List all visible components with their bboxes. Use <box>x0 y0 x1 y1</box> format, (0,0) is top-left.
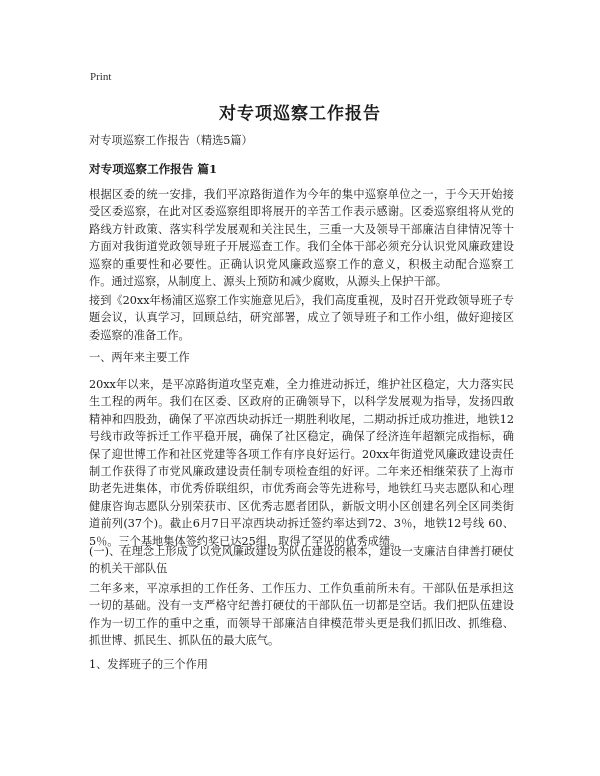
paragraph-3: 20xx年以来，是平凉路街道攻坚克难，全力推进动拆迁，维护社区稳定，大力落实民生工程的两年。我们在区委、区政府的正确领导下，以科学发展观为指导，发扬四敢精神和四股劲，确保了平凉西块动拆迁一期胜利收尾，二期动拆迁成功推进，地铁12号线市政等拆迁工作平稳开展，确保了社区稳定，确保了经济连年超额完成指标，确保了迎世博工作和社区党建等各项工作有序良好运行。20xx年街道党风廉政建设责任制工作获得了市党风廉政建设责任制专项检查组的好评。二年来还相继荣获了上海市助老先进集体，市优秀侨联组织，市优秀商会等先进称号，地铁红马夹志愿队和心理健康咨询志愿队分别荣获市、区优秀志愿者团队，新版文明小区创建名列全区同类街道前列(37个)。截止6月7日平凉西块动拆迁签约率达到72、3％，地铁12号线 60、5％。三个基地集体签约奖已达25组，取得了罕见的优秀成绩。 <box>89 378 514 548</box>
section-heading: 对专项巡察工作报告 篇1 <box>89 162 218 176</box>
document-title: 对专项巡察工作报告 <box>219 104 381 124</box>
paragraph-1: 根据区委的统一安排，我们平凉路街道作为今年的集中巡察单位之一，于今天开始接受区委巡察，在此对区委巡察组即将展开的辛苦工作表示感谢。区委巡察组将从党的路线方针政策、落实科学发展观和关注民生，三重一大及领导干部廉洁自律情况等十方面对我街道党政领导班子开展巡查工作。我们全体干部必须充分认识党风廉政建设巡察的重要性和必要性。正确认识党风廉政巡察工作的意义，积极主动配合巡察工作。通过巡察，从制度上、源头上预防和减少腐败，从源头上保护干部。 <box>89 188 514 289</box>
paragraph-4: 二年多来，平凉承担的工作任务、工作压力、工作负重前所未有。干部队伍是承担这一切的基础。没有一支严格守纪善打硬仗的干部队伍一切都是空话。我们把队伍建设作为一切工作的重中之重，而领导干部廉洁自律模范带头更是我们抓旧改、抓维稳、抓世博、抓民生、抓队伍的最大底气。 <box>89 582 514 648</box>
section-title-3: 1、发挥班子的三个作用 <box>89 658 208 671</box>
paragraph-2: 接到《20xx年杨浦区巡察工作实施意见后》，我们高度重视，及时召开党政领导班子专题会议，认真学习，回顾总结，研究部署，成立了领导班子和工作小组，做好迎接区委巡察的准备工作。 <box>89 294 514 342</box>
section-title-2: (一)、在理念上形成了以党风廉政建设为队伍建设的根本，建设一支廉洁自律善打硬仗的机关干部队伍 <box>89 545 514 576</box>
print-label[interactable]: Print <box>90 71 112 83</box>
section-title-1: 一、两年来主要工作 <box>89 351 190 364</box>
document-subtitle: 对专项巡察工作报告（精选5篇） <box>89 134 253 147</box>
